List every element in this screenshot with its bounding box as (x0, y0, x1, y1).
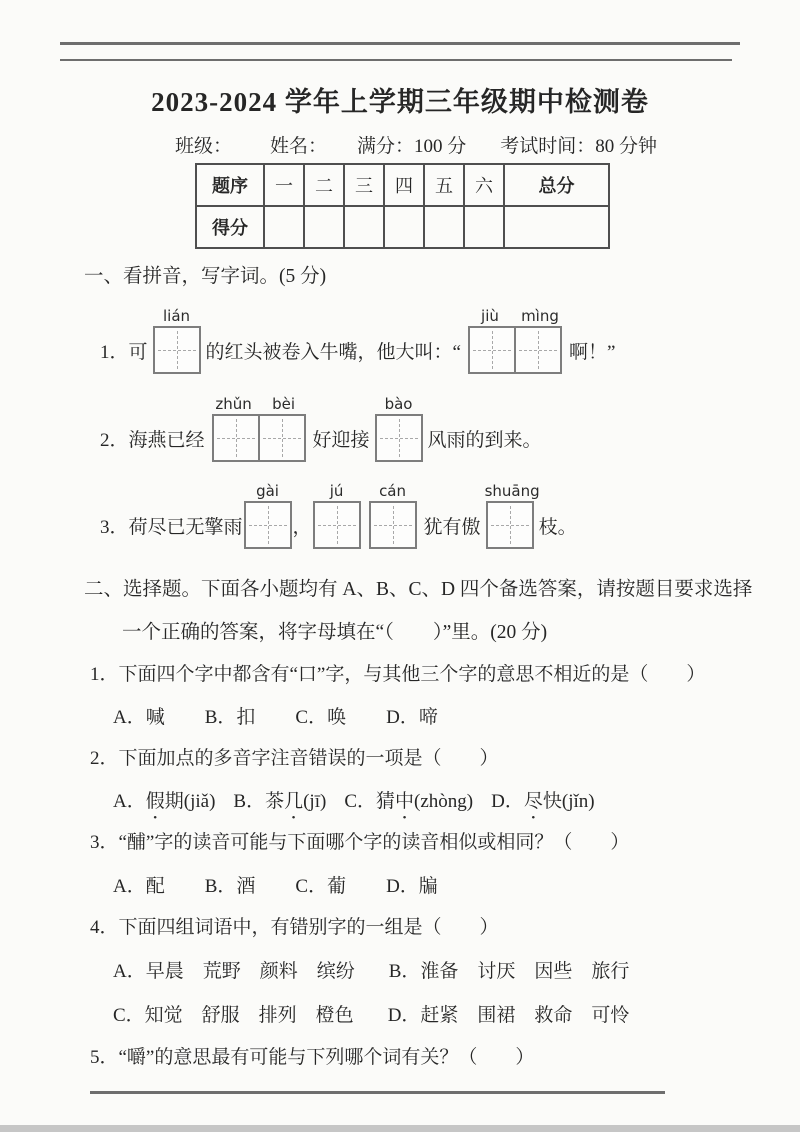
exam-time-label: 考试时间：80 分钟 (500, 136, 658, 157)
question-text: 荷尽已无擎雨 (128, 516, 243, 538)
writing-box (258, 414, 306, 462)
writing-box (153, 326, 201, 374)
score-cell-empty (344, 206, 384, 248)
option: C．知觉 舒服 排列 橙色 (113, 1005, 354, 1026)
writing-box (468, 326, 516, 374)
score-table-cell: 六 (464, 164, 504, 206)
question-text: 风雨的到来。 (427, 429, 542, 451)
section2-question-2: 2．下面加点的多音字注音错误的一项是（ ） (90, 748, 499, 769)
score-cell-empty (504, 206, 609, 248)
option: B．酒 (204, 876, 256, 897)
section2-question-4-options-row2 (113, 1000, 629, 1027)
option: B．淮备 讨厌 因些 旅行 (388, 961, 630, 982)
option (344, 786, 473, 813)
score-table-score-row (196, 206, 609, 248)
dotted-char: 几 (284, 791, 304, 812)
score-table-cell: 三 (344, 164, 384, 206)
score-cell-empty (424, 206, 464, 248)
writing-box (313, 501, 361, 549)
section2-heading-line1: 二、选择题。下面各小题均有 A、B、C、D 四个备选答案，请按题目要求选择 (84, 579, 753, 600)
pinyin-label: jú (329, 482, 344, 500)
score-cell-empty (464, 206, 504, 248)
page-title: 2023-2024 学年上学期三年级期中检测卷 (151, 87, 649, 117)
question-text: 可 (128, 341, 148, 363)
option-text: A． (113, 791, 146, 812)
question-text: ， (292, 516, 312, 538)
option: A．早晨 荒野 颜料 缤纷 (113, 961, 355, 982)
pinyin-label: gài (256, 482, 279, 500)
option-text: 期(jiǎ) (164, 791, 216, 812)
dotted-char: 假 (145, 791, 165, 812)
pinyin-writing-group (368, 481, 418, 549)
section2-question-1: 1．下面四个字中都含有“口”字，与其他三个字的意思不相近的是（ ） (90, 664, 706, 685)
section1-question-2 (100, 394, 542, 482)
question-text: 枝。 (538, 516, 577, 538)
pinyin-writing-group (243, 481, 293, 549)
bottom-edge-strip (0, 1125, 800, 1132)
pinyin-label: bèi (272, 395, 295, 413)
section1-question-3 (100, 481, 577, 569)
score-table-cell: 一 (264, 164, 304, 206)
pinyin-label: lián (163, 307, 191, 325)
option-text: (zhòng) (414, 791, 474, 812)
writing-box (244, 501, 292, 549)
option: A．配 (113, 876, 165, 897)
pinyin-writing-group (484, 481, 540, 549)
question-text: 1． (100, 341, 129, 363)
question-text: 啊！” (568, 341, 616, 363)
pinyin-label: jiù (481, 307, 499, 325)
option: D．啼 (386, 707, 438, 728)
score-table-cell: 二 (304, 164, 344, 206)
option (113, 786, 215, 813)
option: D．赶紧 围裙 救命 可怜 (387, 1005, 630, 1026)
option: C．唤 (295, 707, 347, 728)
score-table (195, 163, 610, 249)
writing-box (486, 501, 534, 549)
score-cell-empty (304, 206, 344, 248)
score-cell-empty (264, 206, 304, 248)
option (491, 786, 594, 813)
score-cell-empty (384, 206, 424, 248)
pinyin-writing-group (465, 306, 565, 374)
option-text: D． (491, 791, 524, 812)
section2-heading-line2: 一个正确的答案，将字母填在“（ ）”里。(20 分) (122, 622, 548, 643)
pinyin-label: bào (384, 395, 413, 413)
full-score-label: 满分：100 分 (357, 136, 467, 157)
score-table-cell: 五 (424, 164, 464, 206)
pinyin-label: cán (379, 482, 407, 500)
class-label: 班级： (175, 136, 233, 157)
option (233, 786, 326, 813)
question-text: 海燕已经 (128, 429, 205, 451)
pinyin-writing-group (152, 306, 202, 374)
dotted-char: 尽 (523, 791, 543, 812)
option: A．喊 (113, 707, 165, 728)
question-text: 的红头被卷入牛嘴，他大叫：“ (205, 341, 461, 363)
writing-box (514, 326, 562, 374)
question-text: 3． (100, 516, 129, 538)
pinyin-label: mìng (521, 307, 559, 325)
score-table-cell: 题序 (196, 164, 264, 206)
writing-box (369, 501, 417, 549)
top-rule-1 (60, 42, 740, 45)
section2-question-2-options (113, 786, 595, 813)
section2-question-4: 4．下面四组词语中，有错别字的一组是（ ） (90, 917, 499, 938)
option-text: (jī) (303, 791, 327, 812)
name-label: 姓名： (270, 136, 328, 157)
option-text: C．猜 (344, 791, 396, 812)
pinyin-label: zhǔn (215, 395, 252, 413)
section2-question-5: 5．“嚼”的意思最有可能与下列哪个词有关？（ ） (90, 1047, 535, 1068)
section2-question-3: 3．“酺”字的读音可能与下面哪个字的读音相似或相同？（ ） (90, 832, 630, 853)
question-text: 2． (100, 429, 129, 451)
section1-heading: 一、看拼音，写字词。(5 分) (84, 266, 327, 287)
section2-question-4-options-row1 (113, 956, 629, 983)
top-rule-2 (60, 59, 732, 61)
pinyin-writing-group (209, 394, 309, 462)
score-row-label: 得分 (196, 206, 264, 248)
section1-question-1 (100, 306, 615, 394)
score-table-header-row (196, 164, 609, 206)
writing-box (212, 414, 260, 462)
option-text: B．茶 (233, 791, 285, 812)
score-table-cell: 四 (384, 164, 424, 206)
pinyin-writing-group (312, 481, 362, 549)
writing-box (375, 414, 423, 462)
section2-question-1-options (113, 702, 438, 729)
pinyin-writing-group (374, 394, 424, 462)
option-text: 快(jǐn) (542, 791, 595, 812)
pinyin-label: shuāng (484, 482, 540, 500)
score-table-cell: 总分 (504, 164, 609, 206)
question-text: 犹有傲 (423, 516, 481, 538)
dotted-char: 中 (395, 791, 415, 812)
bottom-rule (90, 1091, 665, 1094)
exam-info-line (175, 131, 657, 158)
question-text: 好迎接 (312, 429, 370, 451)
option: B．扣 (204, 707, 256, 728)
section2-question-3-options (113, 871, 438, 898)
option: C．葡 (295, 876, 347, 897)
option: D．牑 (386, 876, 438, 897)
